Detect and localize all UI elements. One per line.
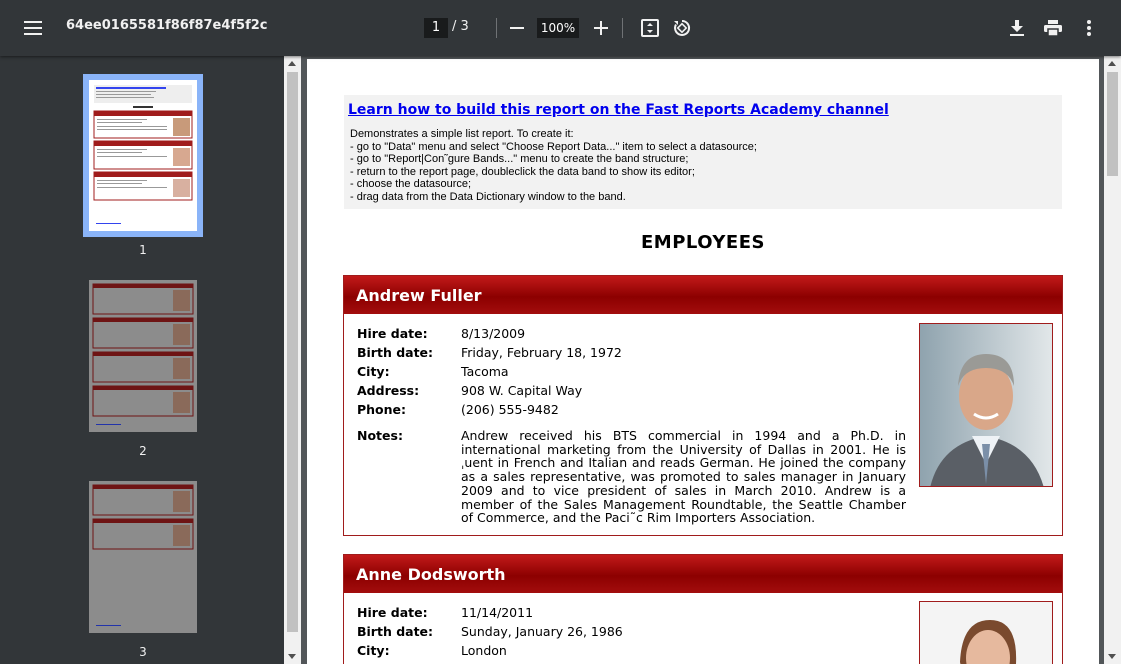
description-line: - go to "Report|Con˜gure Bands..." menu to create the band structure; xyxy=(350,153,689,165)
more-icon[interactable] xyxy=(1073,12,1105,44)
field-label: Address: xyxy=(357,383,420,398)
scroll-down-icon[interactable] xyxy=(1108,654,1116,659)
employee-name: Anne Dodsworth xyxy=(344,555,1062,593)
description-line: - choose the datasource; xyxy=(350,178,472,190)
scroll-up-icon[interactable] xyxy=(1108,61,1116,66)
notes-text: Andrew received his BTS commercial in 1994 and a Ph.D. in international marketing from the University of Dallas in 2001. He is ˌuent in French and Italian and reads German. He joined the company as a sales representative, was promoted to sales manager in January 2009 and to vice president of sales in March 2010. Andrew is a member of the Sales Management Roundtable, the Seattle Chamber of Commerce, and the Paci˜c Rim Importers Association. xyxy=(461,428,906,526)
employee-photo xyxy=(919,601,1053,664)
field-value: 8/13/2009 xyxy=(461,326,526,341)
download-icon[interactable] xyxy=(1001,12,1033,44)
description-line: - return to the report page, doubleclick the data band to show its editor; xyxy=(350,165,695,178)
page-thumbnail-1[interactable] xyxy=(89,80,197,231)
scroll-up-icon[interactable] xyxy=(288,61,296,66)
field-value: (206) 555-9482 xyxy=(461,402,559,417)
field-label: Notes: xyxy=(357,428,403,443)
field-value: 11/14/2011 xyxy=(461,605,534,620)
field-label: Birth date: xyxy=(357,345,434,360)
divider xyxy=(496,18,497,38)
report-page xyxy=(307,59,1099,664)
minus-icon[interactable] xyxy=(501,12,533,44)
thumbnail-label: 3 xyxy=(139,645,147,659)
thumbnail-sidebar xyxy=(0,56,284,664)
employee-card xyxy=(343,554,1063,664)
field-label: Birth date: xyxy=(357,624,434,639)
description xyxy=(350,128,757,203)
description-line: - drag data from the Data Dictionary window to the band. xyxy=(350,190,626,203)
document-viewer xyxy=(301,56,1104,664)
field-label: Hire date: xyxy=(357,326,428,341)
info-box xyxy=(344,95,1062,209)
description-line: Demonstrates a simple list report. To create it: xyxy=(350,128,574,140)
field-label: City: xyxy=(357,643,390,658)
page-number-input[interactable]: 1 xyxy=(424,18,448,38)
print-icon[interactable] xyxy=(1037,12,1069,44)
field-value: London xyxy=(461,643,507,658)
employee-name: Andrew Fuller xyxy=(344,276,1062,314)
page-thumbnail-3[interactable] xyxy=(89,481,197,633)
plus-icon[interactable] xyxy=(585,12,617,44)
employee-card xyxy=(343,275,1063,536)
field-value: Tacoma xyxy=(461,364,509,379)
field-label: Hire date: xyxy=(357,605,428,620)
field-value: 908 W. Capital Way xyxy=(461,383,583,398)
field-label: Phone: xyxy=(357,402,407,417)
scroll-down-icon[interactable] xyxy=(288,654,296,659)
fit-page-icon[interactable] xyxy=(634,12,666,44)
field-label: City: xyxy=(357,364,390,379)
thumbnail-label: 2 xyxy=(139,444,147,458)
field-value: Friday, February 18, 1972 xyxy=(461,345,622,360)
page-thumbnail-2[interactable] xyxy=(89,280,197,432)
divider xyxy=(622,18,623,38)
document-title: 64ee0165581f86f87e4f5f2c xyxy=(66,18,268,33)
document-scrollbar[interactable] xyxy=(1104,56,1121,664)
zoom-input[interactable]: 100% xyxy=(537,18,579,38)
employee-photo xyxy=(919,323,1053,487)
pdf-toolbar xyxy=(0,0,1121,56)
field-value: Sunday, January 26, 1986 xyxy=(461,624,623,639)
rotate-icon[interactable] xyxy=(666,12,698,44)
menu-icon[interactable] xyxy=(17,12,49,44)
sidebar-scrollbar[interactable] xyxy=(284,56,301,664)
report-heading: EMPLOYEES xyxy=(641,232,765,253)
scrollbar-thumb[interactable] xyxy=(1107,72,1118,176)
thumbnail-label: 1 xyxy=(139,243,147,257)
academy-link[interactable]: Learn how to build this report on the Fast Reports Academy channel xyxy=(348,102,889,118)
description-line: - go to "Data" menu and select "Choose Report Data..." item to select a datasource; xyxy=(350,140,757,153)
page-total: / 3 xyxy=(452,19,469,34)
scrollbar-thumb[interactable] xyxy=(287,72,298,632)
